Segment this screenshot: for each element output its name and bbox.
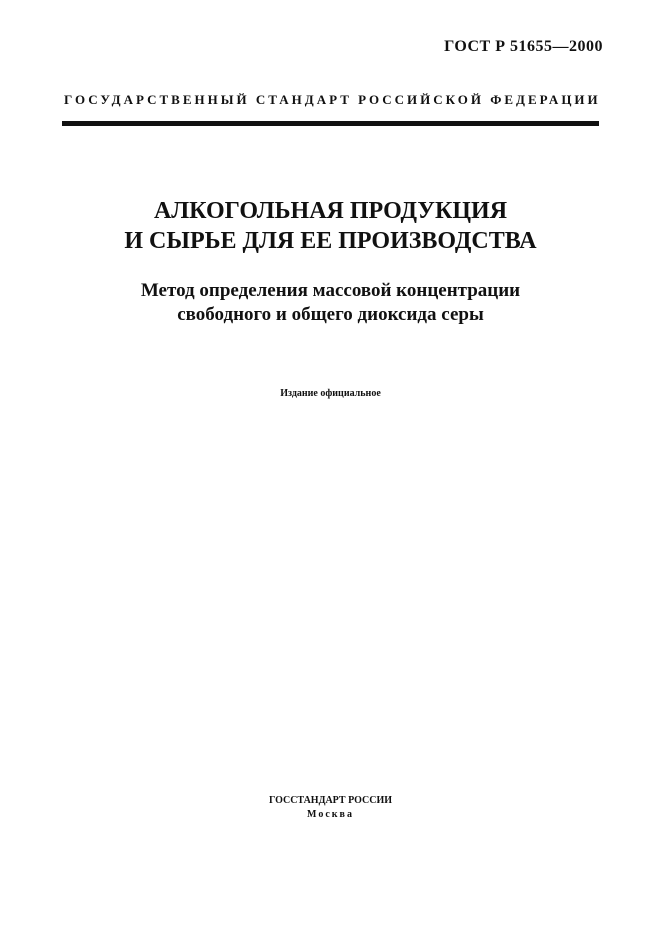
- publication-city: Москва: [307, 809, 354, 820]
- edition-note: Издание официальное: [280, 388, 381, 399]
- document-subtitle: [0, 279, 661, 327]
- subtitle-line-2: свободного и общего диоксида серы: [177, 304, 484, 325]
- document-title: [0, 196, 661, 256]
- publisher: ГОССТАНДАРТ РОССИИ: [268, 795, 393, 806]
- document-number: ГОСТ Р 51655—2000: [444, 38, 603, 55]
- header-divider: [62, 121, 599, 126]
- title-line-1: АЛКОГОЛЬНАЯ ПРОДУКЦИЯ: [153, 198, 508, 224]
- subtitle-line-1: Метод определения массовой концентрации: [140, 280, 521, 301]
- standard-header: ГОСУДАРСТВЕННЫЙ СТАНДАРТ РОССИЙСКОЙ ФЕДЕРАЦИИ: [64, 92, 601, 107]
- title-line-2: И СЫРЬЕ ДЛЯ ЕЕ ПРОИЗВОДСТВА: [124, 228, 537, 254]
